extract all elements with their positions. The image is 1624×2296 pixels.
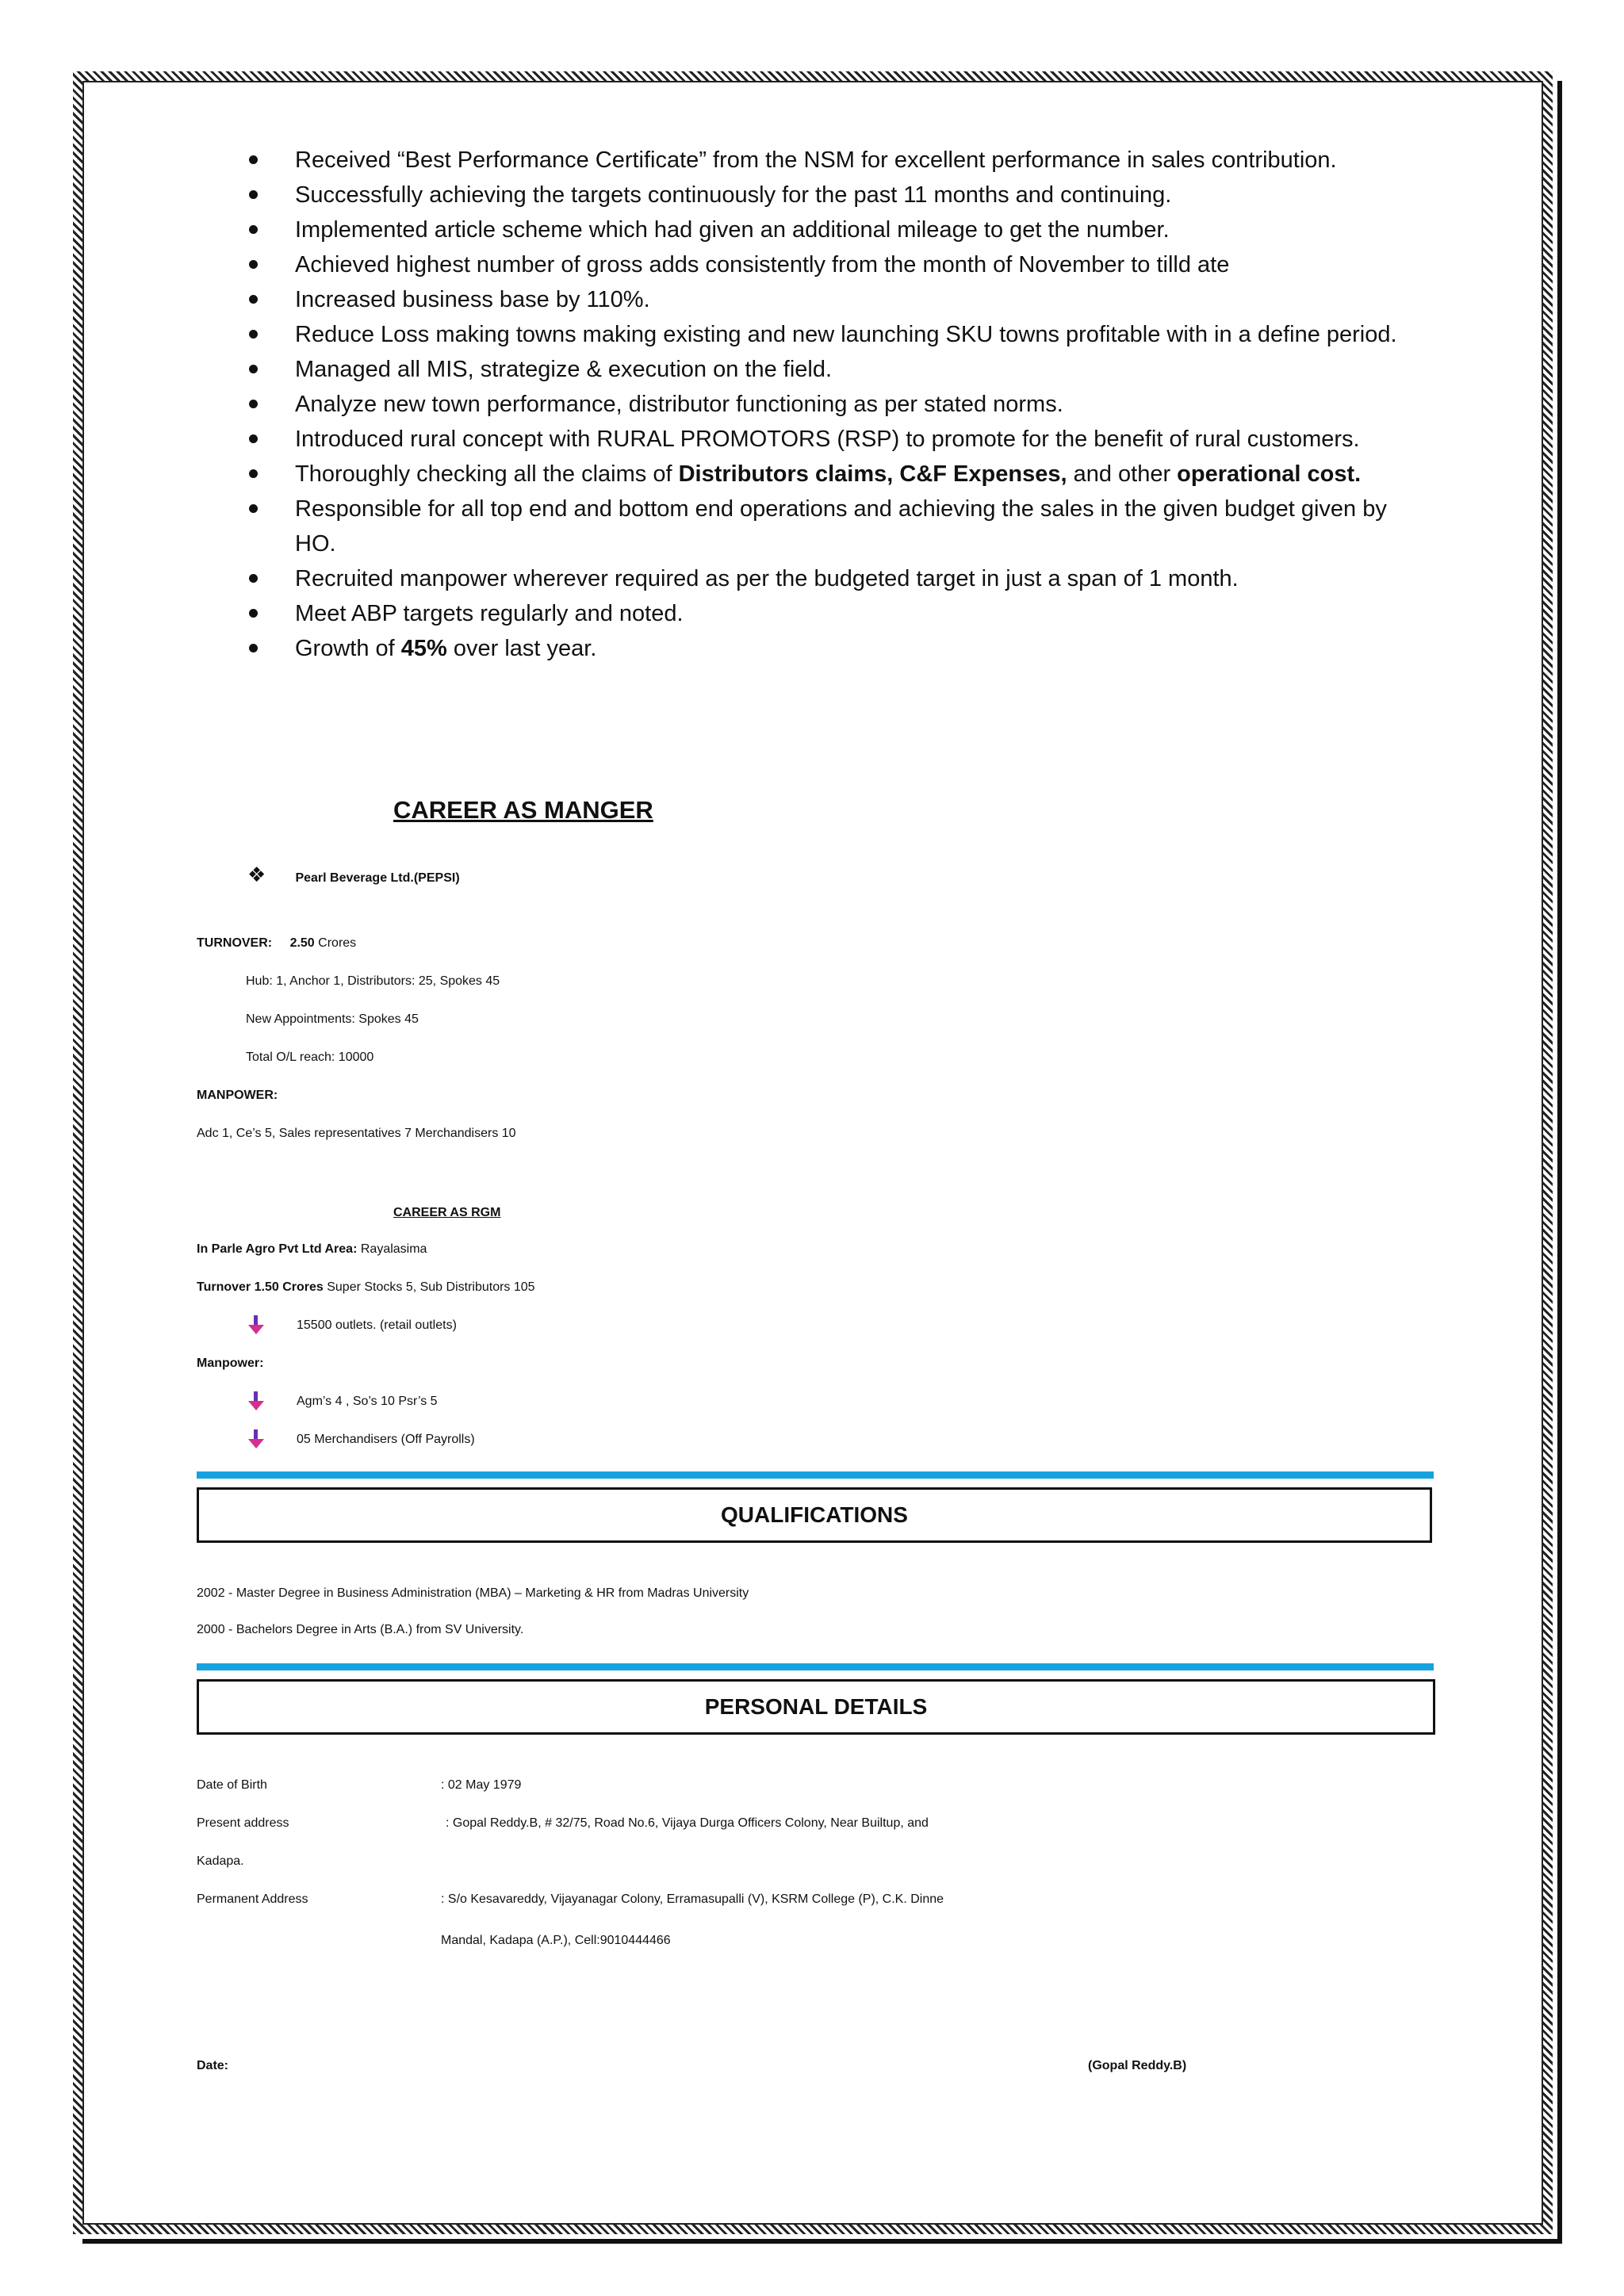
achievement-item xyxy=(197,596,1434,631)
rgm-turnover-label: Turnover 1.50 Crores xyxy=(197,1280,324,1294)
achievement-text: Thoroughly checking all the claims of xyxy=(295,461,679,487)
personal-details-heading: PERSONAL DETAILS xyxy=(197,1679,1435,1735)
permanent-address-label: Permanent Address xyxy=(197,1892,308,1906)
achievements-section xyxy=(197,143,1434,666)
rgm-outlets xyxy=(247,1310,457,1341)
signature-name: (Gopal Reddy.B) xyxy=(1088,2059,1187,2072)
achievement-text: Implemented article scheme which had given an additional mileage to get the number. xyxy=(295,217,1170,243)
achievement-bold-text: operational cost. xyxy=(1177,461,1362,487)
manager-company-name: Pearl Beverage Ltd.(PEPSI) xyxy=(295,871,460,885)
rgm-manpower-item xyxy=(247,1386,438,1418)
manager-reach: Total O/L reach: 10000 xyxy=(246,1050,374,1064)
manager-manpower: Adc 1, Ce’s 5, Sales representatives 7 Merchandisers 10 xyxy=(197,1127,516,1140)
present-address-cont: Kadapa. xyxy=(197,1854,244,1868)
qualification-item: 2000 - Bachelors Degree in Arts (B.A.) from SV University. xyxy=(197,1623,524,1636)
achievement-text: Managed all MIS, strategize & execution on the field. xyxy=(295,357,833,382)
manager-turnover-value: 2.50 xyxy=(289,936,315,950)
achievement-text: Meet ABP targets regularly and noted. xyxy=(295,601,684,626)
achievement-item xyxy=(197,457,1434,492)
achievement-item xyxy=(197,422,1434,457)
section-divider xyxy=(197,1663,1434,1670)
manager-turnover-label: TURNOVER: xyxy=(197,936,273,950)
rgm-manpower-item-text: Agm’s 4 , So’s 10 Psr’s 5 xyxy=(297,1395,438,1408)
manager-appointments: New Appointments: Spokes 45 xyxy=(246,1012,419,1026)
dob-label: Date of Birth xyxy=(197,1778,267,1792)
section-divider xyxy=(197,1471,1434,1479)
career-rgm-title: CAREER AS RGM xyxy=(393,1206,501,1219)
arrow-down-bullet-icon xyxy=(247,1315,265,1336)
achievement-text: over last year. xyxy=(446,636,597,661)
achievement-item xyxy=(197,212,1434,247)
achievement-item xyxy=(197,247,1434,282)
achievement-item xyxy=(197,282,1434,317)
achievement-text: Received “Best Performance Certificate” from the NSM for excellent performance in sales contribution. xyxy=(295,147,1337,173)
achievement-text: Increased business base by 110%. xyxy=(295,287,650,312)
rgm-manpower-label: Manpower: xyxy=(197,1357,264,1370)
manager-manpower-label: MANPOWER: xyxy=(197,1089,278,1102)
achievements-list xyxy=(197,143,1434,666)
achievement-text: Successfully achieving the targets continuously for the past 11 months and continuing. xyxy=(295,182,1172,208)
achievement-item xyxy=(197,352,1434,387)
achievement-item xyxy=(197,143,1434,178)
arrow-down-bullet-icon xyxy=(247,1391,265,1412)
rgm-turnover-rest: Super Stocks 5, Sub Distributors 105 xyxy=(327,1280,535,1294)
achievement-text: Reduce Loss making towns making existing and new launching SKU towns profitable with in a define period. xyxy=(295,322,1397,347)
achievement-item xyxy=(197,387,1434,422)
arrow-down-bullet-icon xyxy=(247,1429,265,1450)
rgm-outlets-text: 15500 outlets. (retail outlets) xyxy=(297,1318,457,1332)
rgm-area: Rayalasima xyxy=(360,1242,427,1256)
date-label: Date: xyxy=(197,2059,229,2072)
achievement-item xyxy=(197,631,1434,666)
qualifications-heading: QUALIFICATIONS xyxy=(197,1487,1432,1543)
achievement-text: Introduced rural concept with RURAL PROMOTORS (RSP) to promote for the benefit of rural customers. xyxy=(295,427,1360,452)
qualification-item: 2002 - Master Degree in Business Administration (MBA) – Marketing & HR from Madras University xyxy=(197,1586,749,1600)
achievement-bold-text: 45% xyxy=(400,636,447,661)
present-address-label: Present address xyxy=(197,1816,289,1830)
achievement-item xyxy=(197,178,1434,212)
rgm-manpower-item xyxy=(247,1424,475,1456)
permanent-address-cont: Mandal, Kadapa (A.P.), Cell:9010444466 xyxy=(441,1934,671,1947)
achievement-text: Responsible for all top end and bottom end operations and achieving the sales in the given budget given by HO. xyxy=(295,496,1387,557)
career-manager-title: CAREER AS MANGER xyxy=(393,796,653,824)
rgm-turnover xyxy=(197,1272,535,1303)
rgm-company-label: In Parle Agro Pvt Ltd Area: xyxy=(197,1242,358,1256)
diamond-bullet-icon: ❖ xyxy=(247,863,266,886)
permanent-address-value: : S/o Kesavareddy, Vijayanagar Colony, Erramasupalli (V), KSRM College (P), C.K. Dinne xyxy=(441,1892,944,1906)
achievement-text: Analyze new town performance, distributor functioning as per stated norms. xyxy=(295,392,1063,417)
achievement-text: Recruited manpower wherever required as per the budgeted target in just a span of 1 month. xyxy=(295,566,1239,591)
achievement-item xyxy=(197,561,1434,596)
rgm-company xyxy=(197,1234,427,1265)
manager-turnover-unit: Crores xyxy=(318,936,357,950)
achievement-item xyxy=(197,492,1434,561)
achievement-text: Growth of xyxy=(295,636,401,661)
dob-value: : 02 May 1979 xyxy=(441,1778,522,1792)
manager-company xyxy=(247,863,460,887)
present-address-value: : Gopal Reddy.B, # 32/75, Road No.6, Vijaya Durga Officers Colony, Near Builtup, and xyxy=(446,1816,929,1830)
achievement-text: Achieved highest number of gross adds consistently from the month of November to tilld ate xyxy=(295,252,1230,277)
manager-hub: Hub: 1, Anchor 1, Distributors: 25, Spokes 45 xyxy=(246,974,500,988)
achievement-bold-text: Distributors claims, C&F Expenses, xyxy=(678,461,1067,487)
manager-turnover xyxy=(197,928,356,959)
rgm-manpower-item-text: 05 Merchandisers (Off Payrolls) xyxy=(297,1433,475,1446)
achievement-text: and other xyxy=(1067,461,1178,487)
achievement-item xyxy=(197,317,1434,352)
